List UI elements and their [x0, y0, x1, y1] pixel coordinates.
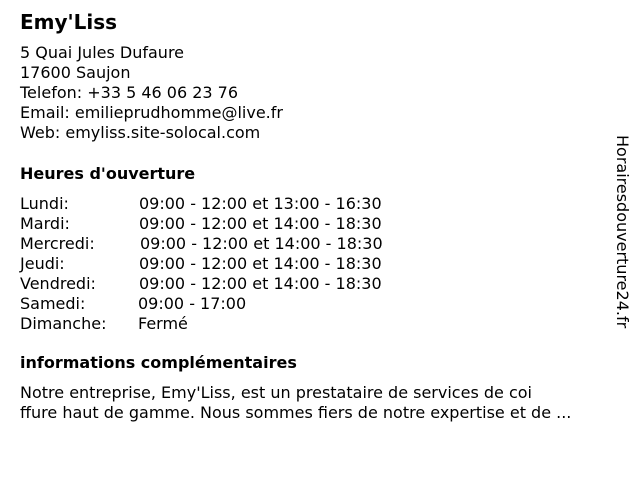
day-label: Mardi: — [20, 214, 70, 233]
description-line: ffure haut de gamme. Nous sommes fiers de notre expertise et de ... — [20, 403, 572, 422]
web-line: Web: emyliss.site-solocal.com — [20, 123, 261, 142]
time-value: Fermé — [138, 314, 188, 333]
time-value: 09:00 - 12:00 et 14:00 - 18:30 — [140, 234, 383, 253]
time-value: 09:00 - 12:00 et 13:00 - 16:30 — [139, 194, 382, 213]
watermark — [612, 135, 632, 345]
description-line: Notre entreprise, Emy'Liss, est un prestataire de services de coi — [20, 383, 532, 402]
info-heading: informations complémentaires — [20, 353, 297, 372]
day-label: Lundi: — [20, 194, 69, 213]
contact-block — [20, 43, 283, 143]
address-city: 17600 Saujon — [20, 63, 131, 82]
description — [20, 383, 571, 423]
time-value: 09:00 - 12:00 et 14:00 - 18:30 — [139, 274, 382, 293]
day-label: Jeudi: — [20, 254, 65, 273]
address-street: 5 Quai Jules Dufaure — [20, 43, 185, 62]
time-value: 09:00 - 12:00 et 14:00 - 18:30 — [139, 254, 382, 273]
business-name: Emy'Liss — [20, 10, 118, 34]
time-value: 09:00 - 12:00 et 14:00 - 18:30 — [139, 214, 382, 233]
day-label: Dimanche: — [20, 314, 107, 333]
hours-heading: Heures d'ouverture — [20, 164, 196, 183]
time-value: 09:00 - 17:00 — [138, 294, 247, 313]
day-label: Samedi: — [20, 294, 86, 313]
watermark-text: Horairesdouverture24.fr — [613, 135, 632, 329]
day-label: Vendredi: — [20, 274, 96, 293]
email-line: Email: emilieprudhomme@live.fr — [20, 103, 283, 122]
day-label: Mercredi: — [20, 234, 95, 253]
phone-line: Telefon: +33 5 46 06 23 76 — [20, 83, 239, 102]
